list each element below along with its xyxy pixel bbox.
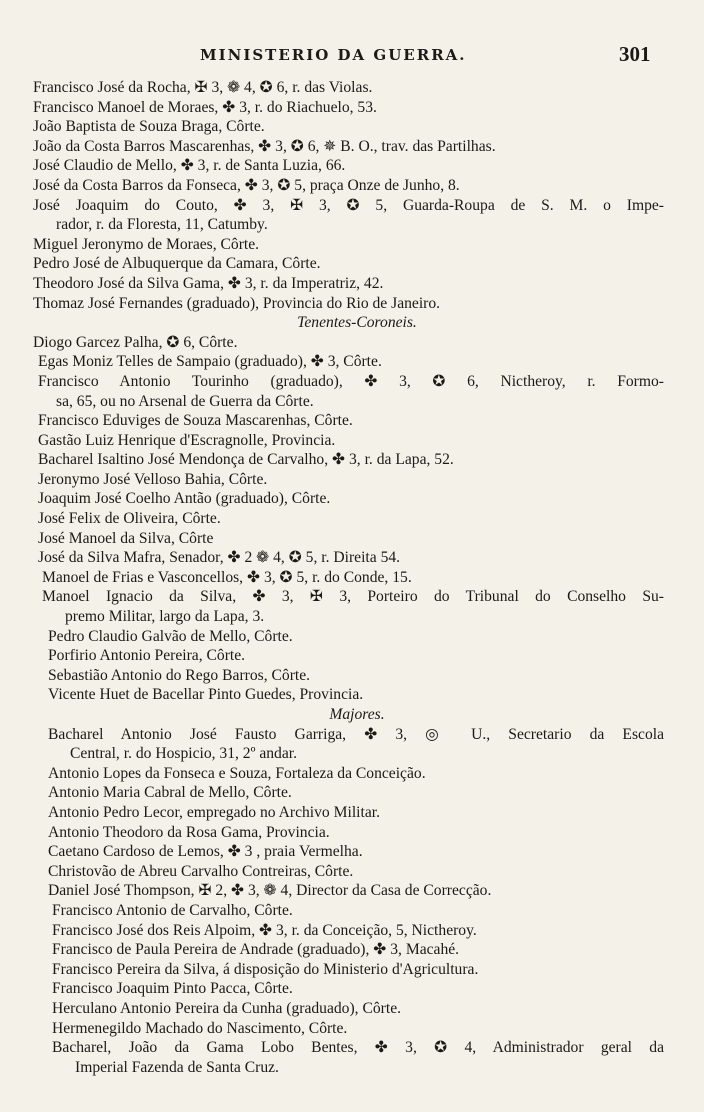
section-heading-tenentes-coroneis	[0, 313, 704, 333]
entry-line: Jeronymo José Velloso Bahia, Côrte.	[38, 470, 268, 488]
entry-continuation: sa, 65, ou no Arsenal de Guerra da Côrte.	[56, 392, 314, 410]
entry-line: João da Costa Barros Mascarenhas, ✤ 3, ✪ 6, ✵ B. O., trav. das Partilhas.	[33, 137, 496, 155]
entry-continuation: Central, r. do Hospicio, 31, 2º andar.	[70, 745, 298, 763]
entry-line: Francisco Antonio de Carvalho, Côrte.	[52, 901, 293, 919]
page-header	[0, 40, 704, 70]
entry-line: Sebastião Antonio do Rego Barros, Côrte.	[48, 666, 311, 684]
entry-line: Francisco José dos Reis Alpoim, ✤ 3, r. da Conceição, 5, Nictheroy.	[52, 921, 477, 939]
entry-line: José Claudio de Mello, ✤ 3, r. de Santa Luzia, 66.	[33, 157, 346, 175]
page-number: 301	[619, 42, 651, 66]
entry-line: Pedro Claudio Galvão de Mello, Côrte.	[48, 627, 293, 645]
entry-list	[0, 78, 704, 1077]
entry-line: Antonio Lopes da Fonseca e Souza, Fortaleza da Conceição.	[48, 764, 426, 782]
entry-line: Pedro José de Albuquerque da Camara, Côrte.	[33, 255, 321, 273]
entry-line: Miguel Jeronymo de Moraes, Côrte.	[33, 235, 260, 253]
entry-line: Christovão de Abreu Carvalho Contreiras, Côrte.	[48, 862, 354, 880]
running-title: MINISTERIO DA GUERRA.	[200, 46, 467, 64]
entry-line: Bacharel Isaltino José Mendonça de Carvalho, ✤ 3, r. da Lapa, 52.	[38, 451, 454, 469]
entry-line: Antonio Theodoro da Rosa Gama, Provincia.	[48, 823, 330, 841]
entry-line: Manoel Ignacio da Silva, ✤ 3, ✠ 3, Porteiro do Tribunal do Conselho Su-	[42, 588, 664, 606]
entry-line: Thomaz José Fernandes (graduado), Provincia do Rio de Janeiro.	[33, 294, 441, 312]
entry-line: Francisco Joaquim Pinto Pacca, Côrte.	[52, 980, 293, 998]
section-heading-majores	[0, 705, 704, 725]
entry-line: Diogo Garcez Palha, ✪ 6, Côrte.	[33, 333, 238, 351]
entry-line: Francisco Eduviges de Souza Mascarenhas, Côrte.	[38, 412, 353, 430]
entry-line: Hermenegildo Machado do Nascimento, Côrte.	[52, 1019, 348, 1037]
entry-line: José Felix de Oliveira, Côrte.	[38, 510, 221, 528]
entry-line: Porfirio Antonio Pereira, Côrte.	[48, 647, 246, 665]
entry-line: José Manoel da Silva, Côrte	[38, 529, 214, 547]
entry-continuation: rador, r. da Floresta, 11, Catumby.	[56, 216, 268, 234]
entry-line: José da Costa Barros da Fonseca, ✤ 3, ✪ 5, praça Onze de Junho, 8.	[33, 176, 460, 194]
section-heading-label: Majores.	[329, 706, 385, 723]
entry-line: Bacharel Antonio José Fausto Garriga, ✤ 3, ◎ U., Secretario da Escola	[48, 725, 664, 743]
entry-line: Caetano Cardoso de Lemos, ✤ 3 , praia Vermelha.	[48, 843, 363, 861]
entry-line: Herculano Antonio Pereira da Cunha (graduado), Côrte.	[52, 999, 402, 1017]
entry-continuation: premo Militar, largo da Lapa, 3.	[65, 608, 265, 626]
entry-line: Francisco José da Rocha, ✠ 3, ❁ 4, ✪ 6, r. das Violas.	[33, 79, 373, 96]
entry-line: Francisco Manoel de Moraes, ✤ 3, r. do Riachuelo, 53.	[33, 98, 377, 116]
section-heading-label: Tenentes-Coroneis.	[297, 314, 417, 332]
entry-line: Antonio Maria Cabral de Mello, Côrte.	[48, 784, 292, 802]
entry-line: Egas Moniz Telles de Sampaio (graduado), ✤ 3, Côrte.	[38, 353, 382, 371]
entry-line: Bacharel, João da Gama Lobo Bentes, ✤ 3, ✪ 4, Administrador geral da	[52, 1039, 664, 1057]
entry-line: Vicente Huet de Bacellar Pinto Guedes, Provincia.	[48, 686, 364, 704]
entry-line: José Joaquim do Couto, ✤ 3, ✠ 3, ✪ 5, Guarda-Roupa de S. M. o Impe-	[33, 196, 664, 214]
entry-line: José da Silva Mafra, Senador, ✤ 2 ❁ 4, ✪ 5, r. Direita 54.	[38, 549, 401, 567]
entry-continuation: Imperial Fazenda de Santa Cruz.	[75, 1058, 279, 1076]
entry-line: Manoel de Frias e Vasconcellos, ✤ 3, ✪ 5, r. do Conde, 15.	[42, 568, 412, 586]
entry-line: Theodoro José da Silva Gama, ✤ 3, r. da Imperatriz, 42.	[33, 274, 384, 292]
entry-line: Gastão Luiz Henrique d'Escragnolle, Provincia.	[38, 431, 336, 449]
entry-line: Daniel José Thompson, ✠ 2, ✤ 3, ❁ 4, Director da Casa de Correcção.	[48, 882, 492, 900]
entry-line: Francisco Pereira da Silva, á disposição do Ministerio d'Agricultura.	[52, 960, 479, 978]
entry-line: Francisco Antonio Tourinho (graduado), ✤ 3, ✪ 6, Nictheroy, r. Formo-	[38, 372, 664, 390]
entry-line: Francisco de Paula Pereira de Andrade (graduado), ✤ 3, Macahé.	[52, 941, 460, 959]
entry-line: Antonio Pedro Lecor, empregado no Archivo Militar.	[48, 803, 380, 821]
entry-line: Joaquim José Coelho Antão (graduado), Côrte.	[38, 490, 331, 508]
entry-line: João Baptista de Souza Braga, Côrte.	[33, 118, 265, 136]
